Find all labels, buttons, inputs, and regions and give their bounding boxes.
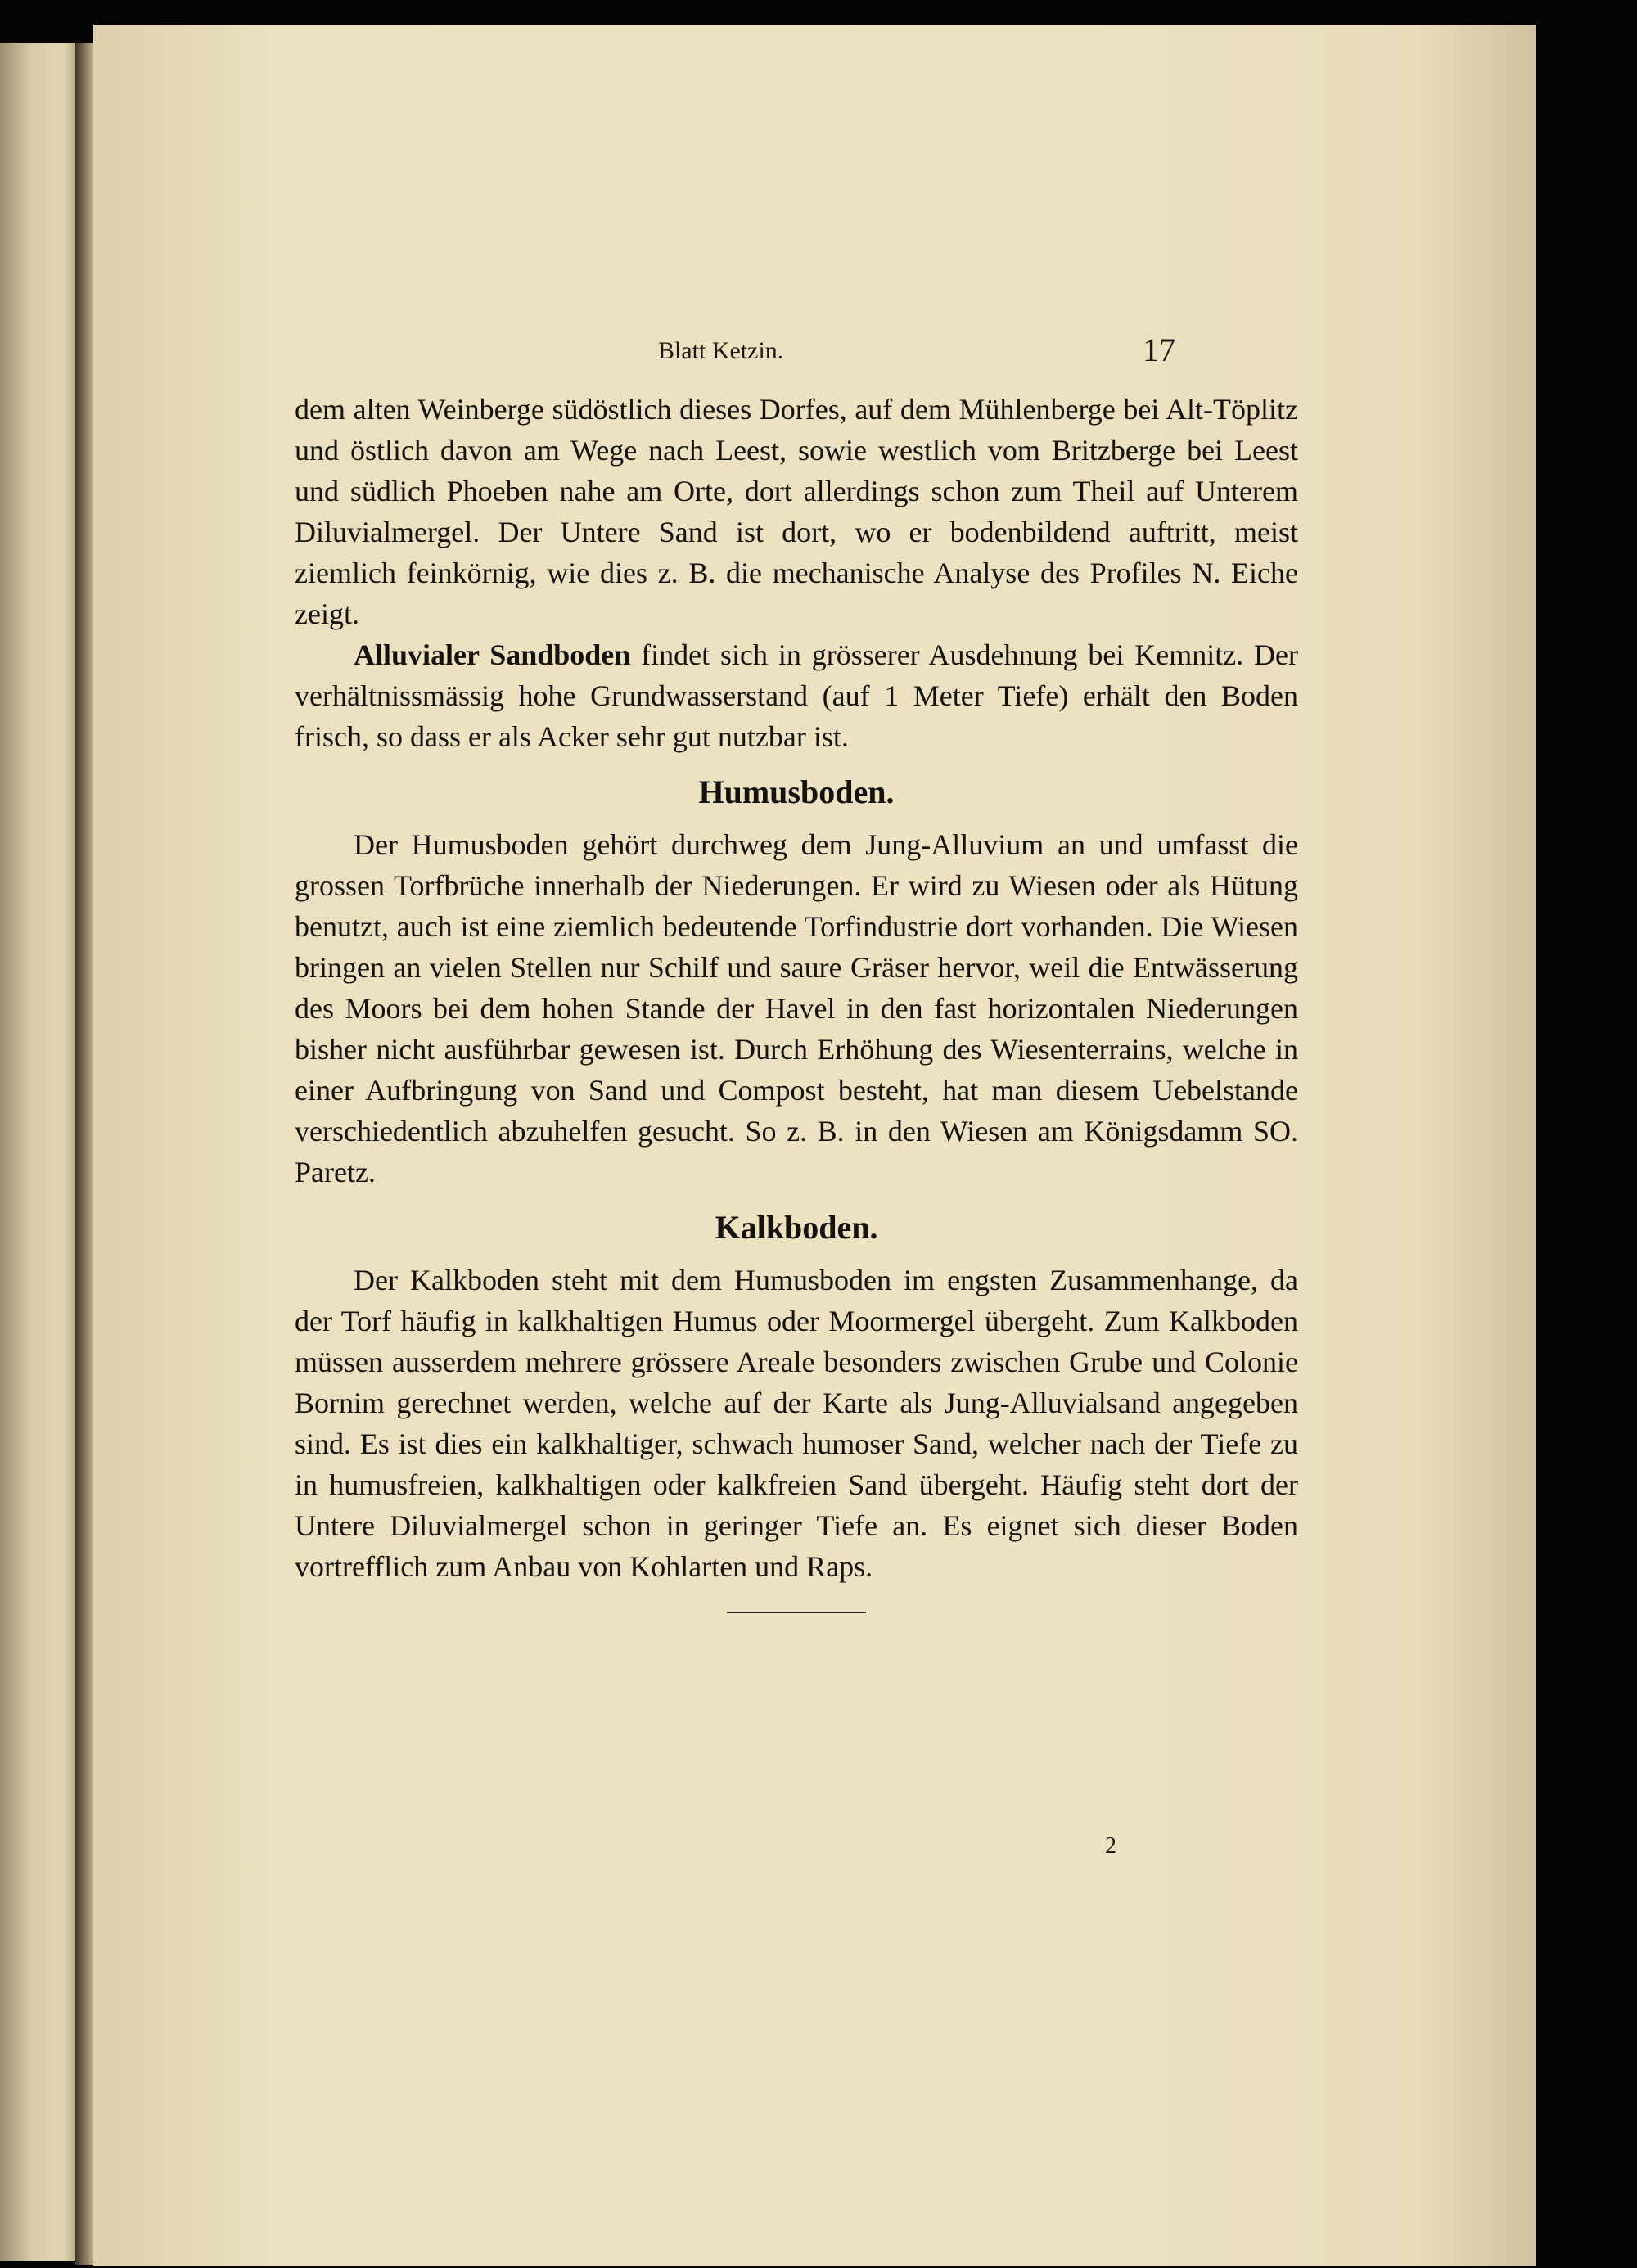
signature-mark: 2: [1105, 1833, 1116, 1859]
book-gutter: [75, 43, 95, 2265]
previous-page-edge: [0, 43, 75, 2261]
paragraph-kalk: Der Kalkboden steht mit dem Humusboden im engsten Zusammenhange, da der Torf häufig in kalkhaltigen Humus oder Moormergel übergeht. Zum Kalkboden müssen ausserdem mehrere grössere Areale besonders zwischen Grube und Colonie Bornim gerechnet werden, welche auf der Karte als Jung-Alluvialsand angegeben sind. Es ist dies ein kalkhaltiger, schwach humoser Sand, welcher nach der Tiefe zu in humusfreien, kalkhaltigen oder kalkfreien Sand übergeht. Häufig steht dort der Untere Diluvialmergel schon in geringer Tiefe an. Es eignet sich dieser Boden vortrefflich zum Anbau von Kohlarten und Raps.: [295, 1264, 1298, 1583]
book-page: [93, 25, 1536, 2266]
paragraph-alluvial-sand: [295, 634, 1298, 757]
section-heading-humus: Humusboden.: [698, 773, 895, 810]
section-heading-kalk: Kalkboden.: [715, 1209, 878, 1246]
end-rule: [727, 1612, 866, 1613]
running-head: [93, 331, 1536, 378]
paragraph-humus: Der Humusboden gehört durchweg dem Jung-Alluvium an und umfasst die grossen Torfbrüche innerhalb der Niederungen. Er wird zu Wiesen oder als Hütung benutzt, auch ist eine ziemlich bedeutende Torfindustrie dort vorhanden. Die Wiesen bringen an vielen Stellen nur Schilf und saure Gräser hervor, weil die Entwässerung des Moors bei dem hohen Stande der Havel in den fast horizontalen Niederungen bisher nicht ausführbar gewesen ist. Durch Erhöhung des Wiesenterrains, welche in einer Aufbringung von Sand und Compost besteht, hat man diesem Uebelstande verschiedentlich abzuhelfen gesucht. So z. B. in den Wiesen am Königsdamm SO. Paretz.: [295, 828, 1298, 1188]
body-text: [295, 389, 1298, 1613]
page-number: 17: [1143, 331, 1175, 368]
paragraph-lead-term: Alluvialer Sandboden: [354, 638, 631, 671]
running-title: Blatt Ketzin.: [658, 337, 784, 364]
paragraph-text: findet sich in grösserer Ausdehnung bei Kemnitz. Der verhältnissmässig hohe Grundwasserstand (auf 1 Meter Tiefe) erhält den Boden frisch, so dass er als Acker sehr gut nutzbar ist.: [295, 638, 1298, 753]
paragraph-continuation: dem alten Weinberge südöstlich dieses Dorfes, auf dem Mühlenberge bei Alt-Töplitz und östlich davon am Wege nach Leest, sowie westlich vom Britzberge bei Leest und südlich Phoeben nahe am Orte, dort allerdings schon zum Theil auf Unterem Diluvialmergel. Der Untere Sand ist dort, wo er bodenbildend auftritt, meist ziemlich feinkörnig, wie dies z. B. die mechanische Analyse des Profiles N. Eiche zeigt.: [295, 393, 1298, 630]
